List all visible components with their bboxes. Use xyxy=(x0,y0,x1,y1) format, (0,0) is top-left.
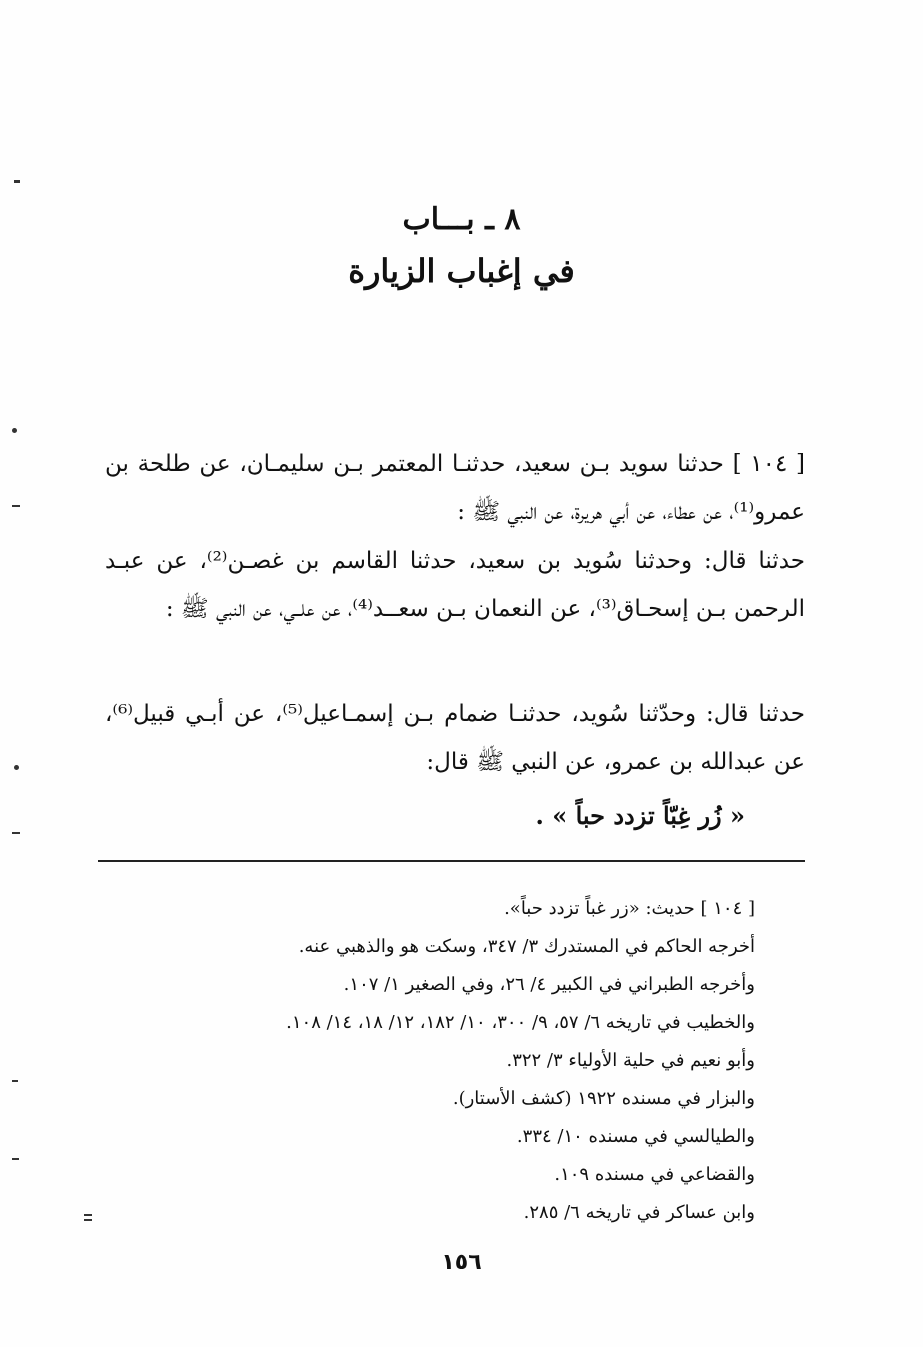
footnote-line: والطيالسي في مسنده ١٠/ ٣٣٤. xyxy=(516,1126,755,1147)
scan-speck xyxy=(12,832,20,834)
footnote-line: والبزار في مسنده ١٩٢٢ (كشف الأستار). xyxy=(452,1088,755,1109)
hadith-paragraph-3: حدثنا قال: وحدّثنا سُويد، حدثنـا ضمام بـن إسمـاعيل⁽⁵⁾، عن أبـي قبيل⁽⁶⁾، عن عبدالله بن عمرو، عن النبي ﷺ قال: xyxy=(105,701,805,775)
footnote-line: [ ١٠٤ ] حديث: «زر غباً تزدد حباً». xyxy=(504,898,755,919)
scan-speck xyxy=(84,1214,92,1216)
footnote-line: وابن عساكر في تاريخه ٦/ ٢٨٥. xyxy=(523,1202,755,1223)
footnote-line: وأخرجه الطبراني في الكبير ٤/ ٢٦، وفي الصغير ١/ ١٠٧. xyxy=(343,974,755,995)
hadith-quote: « زُر غِبّاً تزدد حباً » . xyxy=(535,801,745,830)
hadith-paragraph-2: حدثنا قال: وحدثنا سُويد بن سعيد، حدثنا القاسم بن غصـن⁽²⁾، عن عبـد الرحمن بـن إسحـاق⁽³⁾، عن النعمان بـن سعــد⁽⁴⁾، عن علــي، عن النبي ﷺ : xyxy=(105,548,806,622)
chapter-title: في إغباب الزيارة xyxy=(348,252,575,290)
footnotes xyxy=(115,890,755,1232)
chapter-number: ٨ ـ بـــاب xyxy=(402,202,521,237)
scan-speck xyxy=(12,1080,18,1082)
scan-speck xyxy=(14,180,20,183)
scan-speck xyxy=(12,1158,19,1160)
scan-speck xyxy=(12,505,20,507)
scan-speck xyxy=(14,765,19,770)
page-number: ١٥٦ xyxy=(441,1250,482,1275)
hadith-paragraph-1: [ ١٠٤ ] حدثنا سويد بـن سعيد، حدثنـا المعتمر بـن سليمـان، عن طلحة بن عمرو⁽¹⁾، عن عطاء، عن أبي هريرة، عن النبي ﷺ : xyxy=(105,451,806,525)
footnote-line: والقضاعي في مسنده ١٠٩. xyxy=(554,1164,755,1185)
scan-speck xyxy=(84,1219,92,1221)
footnote-line: وأبو نعيم في حلية الأولياء ٣/ ٣٢٢. xyxy=(506,1050,755,1071)
scan-speck xyxy=(12,428,17,433)
footnote-line: أخرجه الحاكم في المستدرك ٣/ ٣٤٧، وسكت هو والذهبي عنه. xyxy=(298,936,755,957)
footnote-divider xyxy=(98,860,805,862)
footnote-line: والخطيب في تاريخه ٦/ ٥٧، ٩/ ٣٠٠، ١٠/ ١٨٢، ١٢/ ١٨، ١٤/ ١٠٨. xyxy=(286,1012,755,1033)
